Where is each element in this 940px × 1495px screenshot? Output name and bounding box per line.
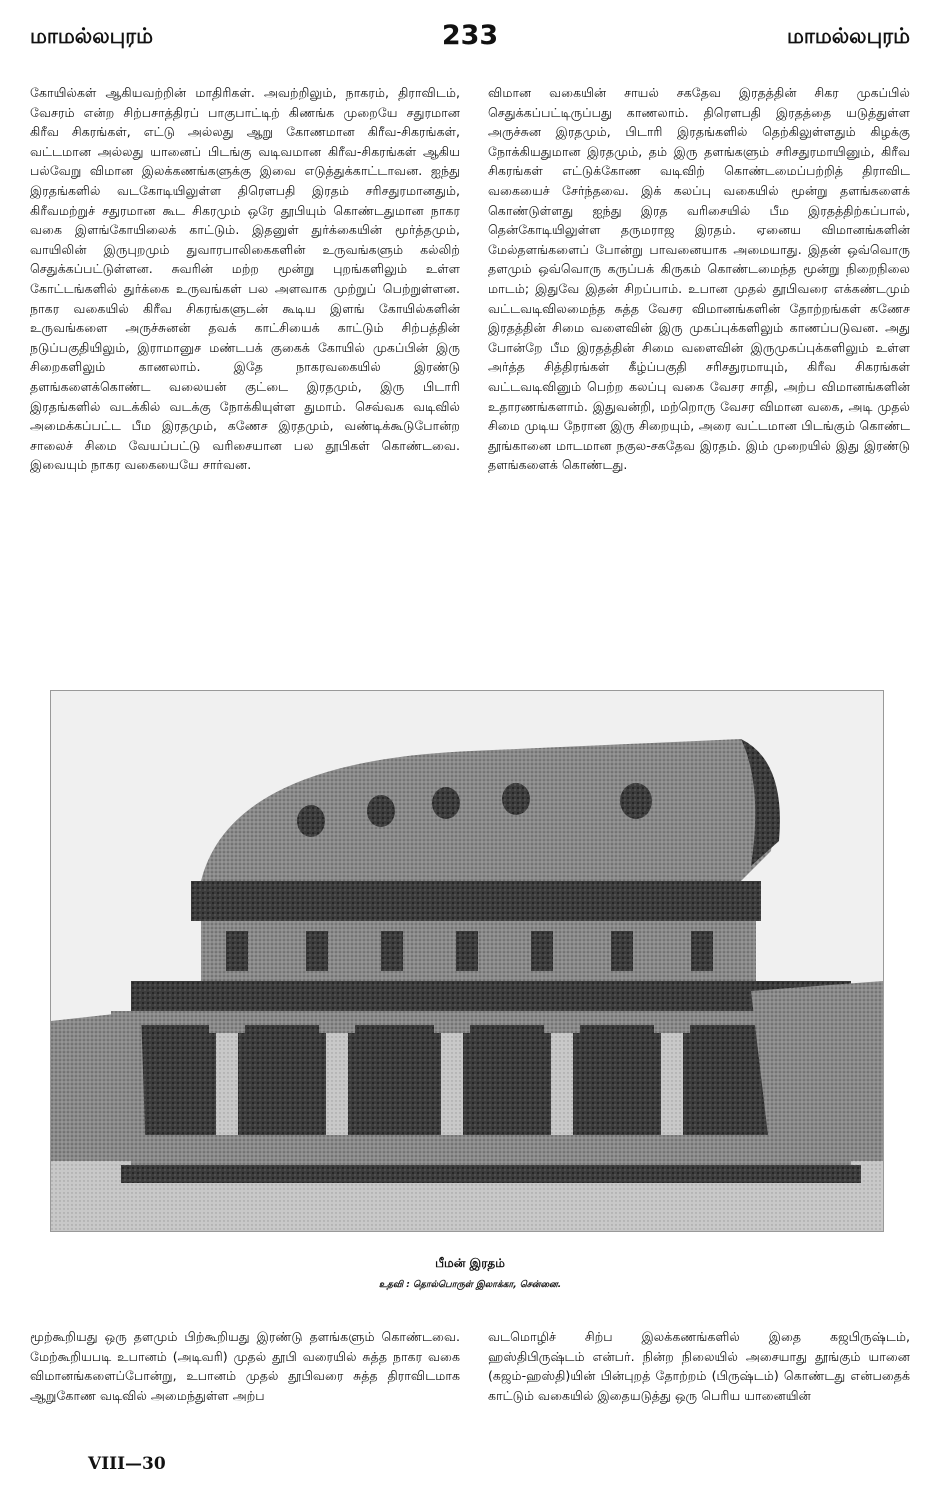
page-number: 233 <box>441 20 499 51</box>
text-column-top-right <box>488 83 910 673</box>
page-header <box>0 20 940 60</box>
figure-credit: உதவி : தொல்பொருள் இலாக்கா, சென்னை. <box>378 1280 562 1290</box>
bhima-ratha-illustration <box>51 691 883 1231</box>
text-column-bottom-left <box>30 1327 460 1451</box>
paragraph: வடமொழிச் சிற்ப இலக்கணங்களில் இதை கஜபிருஷ்டம், ஹஸ்திபிருஷ்டம் என்பர். நின்ற நிலையில் அசையாது தூங்கும் யானை (கஜம்-ஹஸ்தி)யின் பின்புறத் தோற்றம் (பிருஷ்டம்) கொண்டது என்பதைக் காட்டும் வகையில் இதையடுத்து ஒரு பெரிய யானையின் <box>488 1329 910 1403</box>
text-column-top-left <box>30 83 460 673</box>
paragraph: விமான வகையின் சாயல் சகதேவ இரதத்தின் சிகர முகப்பில் செதுக்கப்பட்டிருப்பது காணலாம். திரௌபதி இரதத்தை யடுத்துள்ள அருச்சுன இரதமும், பிடாரி இரதங்களில் தெற்கிலுள்ளதும் கிழக்கு நோக்கியதுமான இரதமும், தம் இரு தளங்களும் சரிசதுரமாயினும், கிரீவ சிகரங்கள் எட்டுக்கோண வடிவிற் கொண்டமைப்பற்றித் திராவிட வகையைச் சேர்ந்தவை. இக் கலப்பு வகையில் மூன்று தளங்களைக் கொண்டுள்ளது ஐந்து இரத வரிசையில் பீம இரதத்திற்கப்பால், தென்கோடியிலுள்ள தருமராஜ இரதம். ஏனைய விமானங்களின் மேல்தளங்களைப் போன்று பாவனையாக அமையாது. இதன் ஒவ்வொரு தளமும் ஒவ்வொரு கருப்பக் கிருகம் கொண்டமைந்த மூன்று நிறைநிலை மாடம்; இதுவே இதன் சிறப்பாம். உபான முதல் தூபிவரை எக்கண்டமும் வட்டவடிவிலமைந்த சுத்த வேசர விமானங்களின் தோற்றங்கள் கணேச இரதத்தின் சிமை வளைவின் இரு முகப்புக்களிலும் காணப்படுவன. அது போன்றே பீம இரதத்தின் சிமை வளைவின் இருமுகப்புக்களிலும் உள்ள அர்த்த சித்திரங்கள் கீழ்ப்பகுதி சரிசதுரமாயும், கிரீவ சிகரங்கள் வட்டவடிவினும் பெற்ற கலப்பு வகை வேசர சாதி, அற்ப விமானங்களின் உதாரணங்களாம். இதுவன்றி, மற்றொரு வேசர விமான வகை, அடி முதல் சிமை முடிய நேரான இரு சிறையும், அரை வட்டமான பிடங்கும் கொண்ட தூங்கானை மாடமான நகுல-சகதேவ இரதம். இம் முறையில் இது இரண்டு தளங்களைக் கொண்டது. <box>488 85 910 473</box>
temple-photograph <box>50 690 884 1232</box>
paragraph: மூற்கூறியது ஒரு தளமும் பிற்கூறியது இரண்டு தளங்களும் கொண்டவை. மேற்கூறியபடி உபானம் (அடிவரி) முதல் தூபி வரையில் சுத்த நாகர வகை விமானங்களைப்போன்று, உபானம் முதல் தூபிவரை சுத்த திராவிடமாக ஆறுகோண வடிவில் அமைந்துள்ள அற்ப <box>30 1329 460 1403</box>
running-title-left: மாமல்லபுரம் <box>30 24 154 48</box>
signature-mark: VIII—30 <box>88 1454 166 1474</box>
running-title-right: மாமல்லபுரம் <box>786 24 910 48</box>
text-column-bottom-right <box>488 1327 910 1451</box>
figure-caption: பீமன் இரதம் <box>435 1256 505 1270</box>
paragraph: கோயில்கள் ஆகியவற்றின் மாதிரிகள். அவற்றிலும், நாகரம், திராவிடம், வேசரம் என்ற சிற்பசாத்திரப் பாகுபாட்டிற் கிணங்க முறையே சதுரமான கிரீவ சிகரங்கள், எட்டு அல்லது ஆறு கோணமான கிரீவ-சிகரங்கள், வட்டமான அல்லது யானைப் பிடங்கு வடிவமான கிரீவ-சிகரங்கள் ஆகிய பல்வேறு விமான இலக்கணங்களுக்கு இவை எடுத்துக்காட்டாவன. ஐந்து இரதங்களில் வடகோடியிலுள்ள திரௌபதி இரதம் சரிசதுரமானதும், கிரீவமற்றுச் சதுரமான கூட சிகரமும் ஒரே தூபியும் கொண்டதுமான நாகர வகை இளங்கோயிலைக் காட்டும். இதனுள் துர்க்கையின் மூர்த்தமும், வாயிலின் இருபுறமும் துவாரபாலிகைகளின் உருவங்களும் கல்லிற் செதுக்கப்பட்டுள்ளன. சுவரின் மற்ற மூன்று புறங்களிலும் உள்ள கோட்டங்களில் துர்க்கை உருவங்கள் பல அளவாக முற்றுப் பெற்றுள்ளன. நாகர வகையில் கிரீவ சிகரங்களுடன் கூடிய இளங் கோயில்களின் உருவங்களை அருச்சுனன் தவக் காட்சியைக் காட்டும் சிற்பத்தின் நடுப்பகுதியிலும், இராமானுச மண்டபக் குகைக் கோயில் முகப்பின் இரு சிறைகளிலும் காணலாம். இதே நாகரவகையில் இரண்டு தளங்களைக்கொண்ட வலையன் குட்டை இரதமும், இரு பிடாரி இரதங்களில் வடக்கில் வடக்கு நோக்கியுள்ள துமாம். செவ்வக வடிவில் அமைக்கப்பட்ட பீம இரதமும், கணேச இரதமும், வண்டிக்கூடுபோன்ற சாலைச் சிமை வேயப்பட்டு வரிசையான பல தூபிகள் கொண்டவை. இவையும் நாகர வகையையே சார்வன. <box>30 85 460 473</box>
